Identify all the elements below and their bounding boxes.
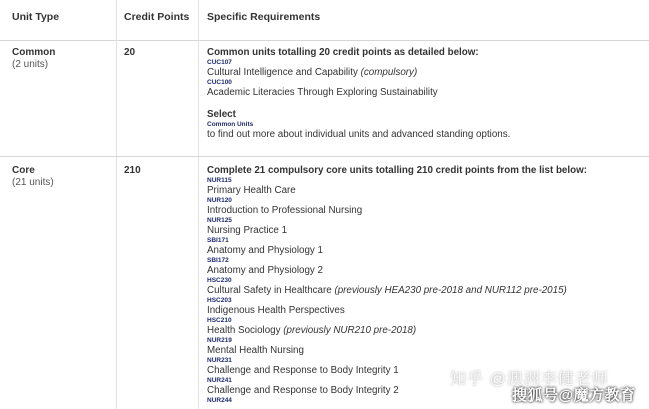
unit-code-link[interactable]: CUC100 — [207, 79, 232, 86]
unit-code-link[interactable]: NUR120 — [207, 197, 232, 204]
unit-count: (2 units) — [12, 59, 49, 70]
unit-note: (previously HEA230 pre-2018 and NUR112 pre-2015) — [334, 285, 567, 296]
unit-count: (21 units) — [12, 177, 54, 188]
unit-name — [207, 345, 637, 357]
unit-name — [207, 87, 637, 99]
unit-name — [207, 285, 637, 297]
row-common-requirements — [207, 47, 637, 141]
unit-name — [207, 265, 637, 277]
unit-type-label: Core — [12, 165, 35, 176]
unit-title: Challenge and Response to Body Integrity 2 — [207, 385, 399, 396]
unit-title: Anatomy and Physiology 1 — [207, 245, 323, 256]
header-credit-points: Credit Points — [124, 11, 190, 23]
unit-code-link[interactable]: NUR115 — [207, 177, 232, 184]
watermark-zhihu: 知乎 @澳洲李健老师 — [450, 371, 609, 388]
header-requirements: Specific Requirements — [207, 11, 321, 23]
unit-code-link[interactable]: NUR244 — [207, 397, 232, 404]
unit-code-link[interactable]: SBI171 — [207, 237, 229, 244]
unit-title: Introduction to Professional Nursing — [207, 205, 363, 216]
unit-code-link[interactable]: HSC230 — [207, 277, 232, 284]
row-common-points: 20 — [124, 47, 136, 58]
unit-title: Mental Health Nursing — [207, 345, 304, 356]
unit-code-link[interactable]: HSC203 — [207, 297, 232, 304]
row-core-type — [12, 165, 54, 189]
unit-name — [207, 185, 637, 197]
row-common-type — [12, 47, 55, 71]
unit-type-label: Common — [12, 47, 56, 58]
unit-code-link[interactable]: NUR231 — [207, 357, 232, 364]
unit-code-link[interactable]: HSC210 — [207, 317, 232, 324]
unit-name — [207, 205, 637, 217]
requirement-lead: Complete 21 compulsory core units totalling 210 credit points from the list below: — [207, 165, 587, 176]
unit-code-link[interactable]: CUC107 — [207, 59, 232, 66]
unit-title: Anatomy and Physiology 2 — [207, 265, 323, 276]
select-label: Select — [207, 109, 236, 120]
unit-code-link[interactable]: SBI172 — [207, 257, 229, 264]
unit-name — [207, 305, 637, 317]
requirement-lead: Common units totalling 20 credit points as detailed below: — [207, 47, 479, 58]
table-header — [0, 0, 649, 41]
unit-title: Primary Health Care — [207, 185, 296, 196]
select-link[interactable]: Common Units — [207, 121, 254, 128]
unit-code-link[interactable]: NUR241 — [207, 377, 232, 384]
unit-note: (compulsory) — [360, 67, 418, 78]
unit-code-link[interactable]: NUR125 — [207, 217, 232, 224]
watermark-sohu: 搜狐号@魔方教育 — [512, 387, 636, 404]
unit-title: Cultural Safety in Healthcare — [207, 285, 332, 296]
unit-name — [207, 325, 637, 337]
row-core-points: 210 — [124, 165, 141, 176]
row-divider — [0, 156, 649, 157]
unit-title: Nursing Practice 1 — [207, 225, 288, 236]
unit-name — [207, 225, 637, 237]
header-unit-type: Unit Type — [12, 11, 60, 23]
unit-title: Health Sociology — [207, 325, 281, 336]
select-text: to find out more about individual units and advanced standing options. — [207, 129, 511, 140]
unit-title: Challenge and Response to Body Integrity 1 — [207, 365, 399, 376]
unit-note: (previously NUR210 pre-2018) — [283, 325, 417, 336]
unit-title: Cultural Intelligence and Capability — [207, 67, 358, 78]
column-divider — [116, 0, 117, 409]
unit-code-link[interactable]: NUR219 — [207, 337, 232, 344]
unit-title: Academic Literacies Through Exploring Sustainability — [207, 87, 438, 98]
column-divider — [198, 0, 199, 409]
unit-name — [207, 67, 637, 79]
unit-name — [207, 245, 637, 257]
unit-title: Indigenous Health Perspectives — [207, 305, 345, 316]
